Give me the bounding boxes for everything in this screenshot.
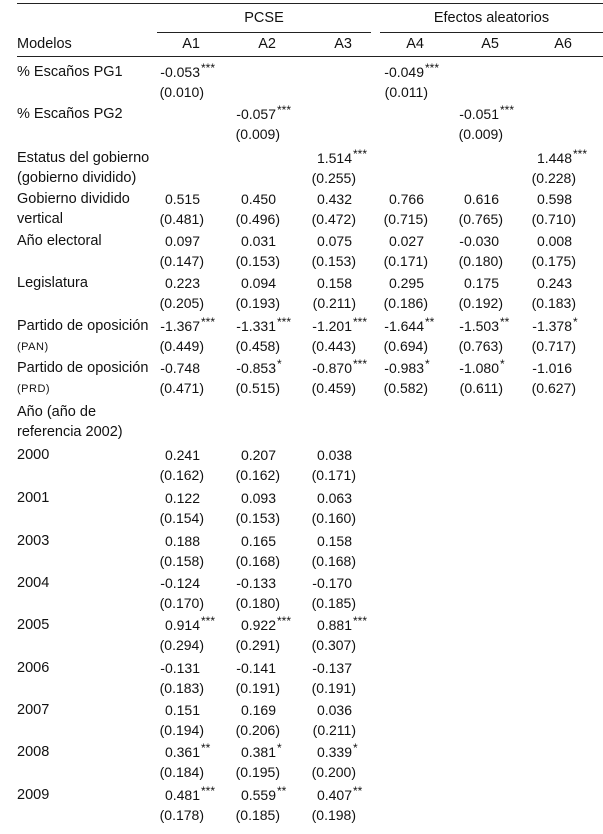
coefficient-value: -1.378	[532, 318, 572, 334]
column-header-a4: A4	[406, 36, 424, 52]
standard-error-value: (0.200)	[311, 764, 356, 780]
coefficient-value: 0.008	[536, 233, 572, 249]
standard-error-value: (0.195)	[235, 764, 280, 780]
standard-error-value: (0.180)	[458, 253, 503, 269]
coefficient-value: -0.049	[384, 64, 424, 80]
significance-stars: **	[353, 784, 363, 798]
significance-stars: ***	[353, 357, 368, 371]
coefficient-value: 0.766	[388, 191, 424, 207]
significance-stars: ***	[201, 315, 216, 329]
standard-error-value: (0.763)	[458, 338, 503, 354]
standard-error-value: (0.291)	[235, 637, 280, 653]
significance-stars: ***	[353, 315, 368, 329]
significance-stars: *	[353, 741, 358, 755]
coefficient-value: 0.922	[240, 617, 276, 633]
coefficient-value: 0.158	[316, 275, 352, 291]
coefficient-value: -0.131	[160, 660, 200, 676]
standard-error-value: (0.183)	[159, 680, 204, 696]
coefficient-value: 0.031	[240, 233, 276, 249]
coefficient-value: 0.038	[316, 447, 352, 463]
standard-error-value: (0.211)	[312, 722, 356, 738]
significance-stars: ***	[277, 103, 292, 117]
group-header-random-effects: Efectos aleatorios	[433, 10, 550, 26]
coefficient-value: 1.514	[316, 150, 352, 166]
coefficient-value: -0.170	[312, 575, 352, 591]
standard-error-value: (0.472)	[311, 211, 356, 227]
row-label: Partido de oposición (PAN)	[17, 318, 149, 353]
significance-stars: ***	[201, 614, 216, 628]
significance-stars: ***	[201, 61, 216, 75]
standard-error-value: (0.515)	[235, 380, 280, 396]
coefficient-value: 0.914	[164, 617, 200, 633]
coefficient-value: 0.075	[316, 233, 352, 249]
top-rule	[17, 3, 603, 4]
standard-error-value: (0.153)	[235, 253, 280, 269]
standard-error-value: (0.010)	[159, 84, 204, 100]
significance-stars: ***	[201, 784, 216, 798]
standard-error-value: (0.192)	[458, 295, 503, 311]
coefficient-value: -1.367	[160, 318, 200, 334]
significance-stars: *	[277, 357, 282, 371]
standard-error-value: (0.198)	[311, 807, 356, 823]
standard-error-value: (0.715)	[383, 211, 428, 227]
standard-error-value: (0.710)	[531, 211, 576, 227]
significance-stars: **	[201, 741, 211, 755]
standard-error-value: (0.717)	[531, 338, 576, 354]
standard-error-value: (0.153)	[311, 253, 356, 269]
standard-error-value: (0.211)	[312, 295, 356, 311]
standard-error-value: (0.184)	[159, 764, 204, 780]
standard-error-value: (0.191)	[311, 680, 356, 696]
row-label: % Escaños PG2	[17, 106, 123, 122]
significance-stars: **	[277, 784, 287, 798]
coefficient-value: 0.339	[316, 744, 352, 760]
row-label: Gobierno dividido vertical	[17, 191, 130, 227]
standard-error-value: (0.175)	[531, 253, 576, 269]
coefficient-value: 0.063	[316, 490, 352, 506]
coefficient-value: -1.201	[312, 318, 352, 334]
coefficient-value: 0.169	[240, 702, 276, 718]
column-header-a3: A3	[334, 36, 352, 52]
coefficient-value: 0.027	[388, 233, 424, 249]
standard-error-value: (0.582)	[383, 380, 428, 396]
standard-error-value: (0.186)	[383, 295, 428, 311]
significance-stars: ***	[573, 147, 588, 161]
standard-error-value: (0.765)	[458, 211, 503, 227]
significance-stars: *	[425, 357, 430, 371]
standard-error-value: (0.185)	[311, 595, 356, 611]
standard-error-value: (0.180)	[235, 595, 280, 611]
coefficient-value: -0.051	[459, 106, 499, 122]
coefficient-value: -0.053	[160, 64, 200, 80]
coefficient-value: 0.361	[164, 744, 200, 760]
standard-error-value: (0.168)	[311, 553, 356, 569]
coefficient-value: 0.295	[388, 275, 424, 291]
coefficient-value: 0.481	[164, 787, 200, 803]
coefficient-value: -1.331	[236, 318, 276, 334]
coefficient-value: -0.124	[160, 575, 200, 591]
coefficient-value: 0.151	[164, 702, 200, 718]
coefficient-value: 0.598	[536, 191, 572, 207]
standard-error-value: (0.011)	[384, 84, 428, 100]
standard-error-value: (0.206)	[235, 722, 280, 738]
standard-error-value: (0.294)	[159, 637, 204, 653]
coefficient-value: 0.381	[240, 744, 276, 760]
coefficient-value: 0.122	[164, 490, 200, 506]
standard-error-value: (0.171)	[311, 467, 356, 483]
group-rule-random-effects	[380, 32, 603, 33]
coefficient-value: 0.093	[240, 490, 276, 506]
significance-stars: ***	[500, 103, 515, 117]
row-label: 2007	[17, 702, 50, 718]
coefficient-value: 0.175	[463, 275, 499, 291]
coefficient-value: 0.097	[164, 233, 200, 249]
models-label: Modelos	[17, 36, 72, 52]
coefficient-value: 0.207	[240, 447, 276, 463]
coefficient-value: 0.158	[316, 533, 352, 549]
row-label: Año electoral	[17, 233, 102, 249]
coefficient-value: 0.515	[164, 191, 200, 207]
standard-error-value: (0.694)	[383, 338, 428, 354]
significance-stars: **	[500, 315, 510, 329]
coefficient-value: 0.616	[463, 191, 499, 207]
row-label: 2000	[17, 447, 50, 463]
row-label: Estatus del gobierno (gobierno dividido)	[17, 150, 150, 186]
coefficient-value: -1.080	[459, 360, 499, 376]
standard-error-value: (0.009)	[458, 126, 503, 142]
coefficient-value: -0.870	[312, 360, 352, 376]
standard-error-value: (0.611)	[459, 380, 503, 396]
significance-stars: *	[277, 741, 282, 755]
coefficient-value: 0.241	[164, 447, 200, 463]
standard-error-value: (0.307)	[311, 637, 356, 653]
standard-error-value: (0.154)	[159, 510, 204, 526]
coefficient-value: -0.133	[236, 575, 276, 591]
coefficient-value: -1.644	[384, 318, 424, 334]
coefficient-value: 0.165	[240, 533, 276, 549]
standard-error-value: (0.471)	[159, 380, 204, 396]
coefficient-value: -0.030	[459, 233, 499, 249]
coefficient-value: -1.016	[532, 360, 572, 376]
standard-error-value: (0.443)	[311, 338, 356, 354]
standard-error-value: (0.160)	[311, 510, 356, 526]
coefficient-value: 0.094	[240, 275, 276, 291]
coefficient-value: -0.748	[160, 360, 200, 376]
row-label: % Escaños PG1	[17, 64, 123, 80]
coefficient-value: 0.243	[536, 275, 572, 291]
significance-stars: **	[425, 315, 435, 329]
standard-error-value: (0.162)	[159, 467, 204, 483]
significance-stars: ***	[353, 614, 368, 628]
standard-error-value: (0.449)	[159, 338, 204, 354]
row-label: 2003	[17, 533, 50, 549]
standard-error-value: (0.194)	[159, 722, 204, 738]
standard-error-value: (0.193)	[235, 295, 280, 311]
standard-error-value: (0.255)	[311, 170, 356, 186]
standard-error-value: (0.228)	[531, 170, 576, 186]
significance-stars: ***	[353, 147, 368, 161]
row-label: 2005	[17, 617, 50, 633]
coefficient-value: -0.057	[236, 106, 276, 122]
standard-error-value: (0.185)	[235, 807, 280, 823]
standard-error-value: (0.205)	[159, 295, 204, 311]
standard-error-value: (0.153)	[235, 510, 280, 526]
row-label: 2009	[17, 787, 50, 803]
row-label: 2006	[17, 660, 50, 676]
standard-error-value: (0.627)	[531, 380, 576, 396]
coefficient-value: 0.432	[316, 191, 352, 207]
standard-error-value: (0.191)	[235, 680, 280, 696]
standard-error-value: (0.158)	[159, 553, 204, 569]
standard-error-value: (0.171)	[383, 253, 428, 269]
significance-stars: *	[573, 315, 578, 329]
coefficient-value: 0.407	[316, 787, 352, 803]
group-rule-pcse	[157, 32, 371, 33]
standard-error-value: (0.009)	[235, 126, 280, 142]
row-label: Legislatura	[17, 275, 88, 291]
coefficient-value: 0.450	[240, 191, 276, 207]
coefficient-value: -0.141	[236, 660, 276, 676]
row-label: Año (año de referencia 2002)	[17, 404, 123, 440]
coefficient-value: -0.983	[384, 360, 424, 376]
row-label: 2001	[17, 490, 50, 506]
standard-error-value: (0.458)	[235, 338, 280, 354]
column-header-a5: A5	[481, 36, 499, 52]
coefficient-value: -1.503	[459, 318, 499, 334]
standard-error-value: (0.147)	[159, 253, 204, 269]
column-header-a6: A6	[554, 36, 572, 52]
coefficient-value: 0.559	[240, 787, 276, 803]
coefficient-value: 0.881	[316, 617, 352, 633]
standard-error-value: (0.162)	[235, 467, 280, 483]
coefficient-value: 0.223	[164, 275, 200, 291]
row-label: Partido de oposición (PRD)	[17, 360, 149, 395]
coefficient-value: 1.448	[536, 150, 572, 166]
column-header-a1: A1	[182, 36, 200, 52]
standard-error-value: (0.170)	[159, 595, 204, 611]
column-header-a2: A2	[258, 36, 276, 52]
coefficient-value: -0.137	[312, 660, 352, 676]
significance-stars: *	[500, 357, 505, 371]
coefficient-value: 0.036	[316, 702, 352, 718]
standard-error-value: (0.481)	[159, 211, 204, 227]
row-label: 2004	[17, 575, 50, 591]
significance-stars: ***	[277, 614, 292, 628]
standard-error-value: (0.459)	[311, 380, 356, 396]
standard-error-value: (0.178)	[159, 807, 204, 823]
group-header-pcse: PCSE	[244, 10, 284, 26]
standard-error-value: (0.168)	[235, 553, 280, 569]
standard-error-value: (0.183)	[531, 295, 576, 311]
coefficient-value: -0.853	[236, 360, 276, 376]
standard-error-value: (0.496)	[235, 211, 280, 227]
significance-stars: ***	[277, 315, 292, 329]
significance-stars: ***	[425, 61, 440, 75]
coefficient-value: 0.188	[164, 533, 200, 549]
header-rule	[17, 56, 603, 57]
row-label: 2008	[17, 744, 50, 760]
